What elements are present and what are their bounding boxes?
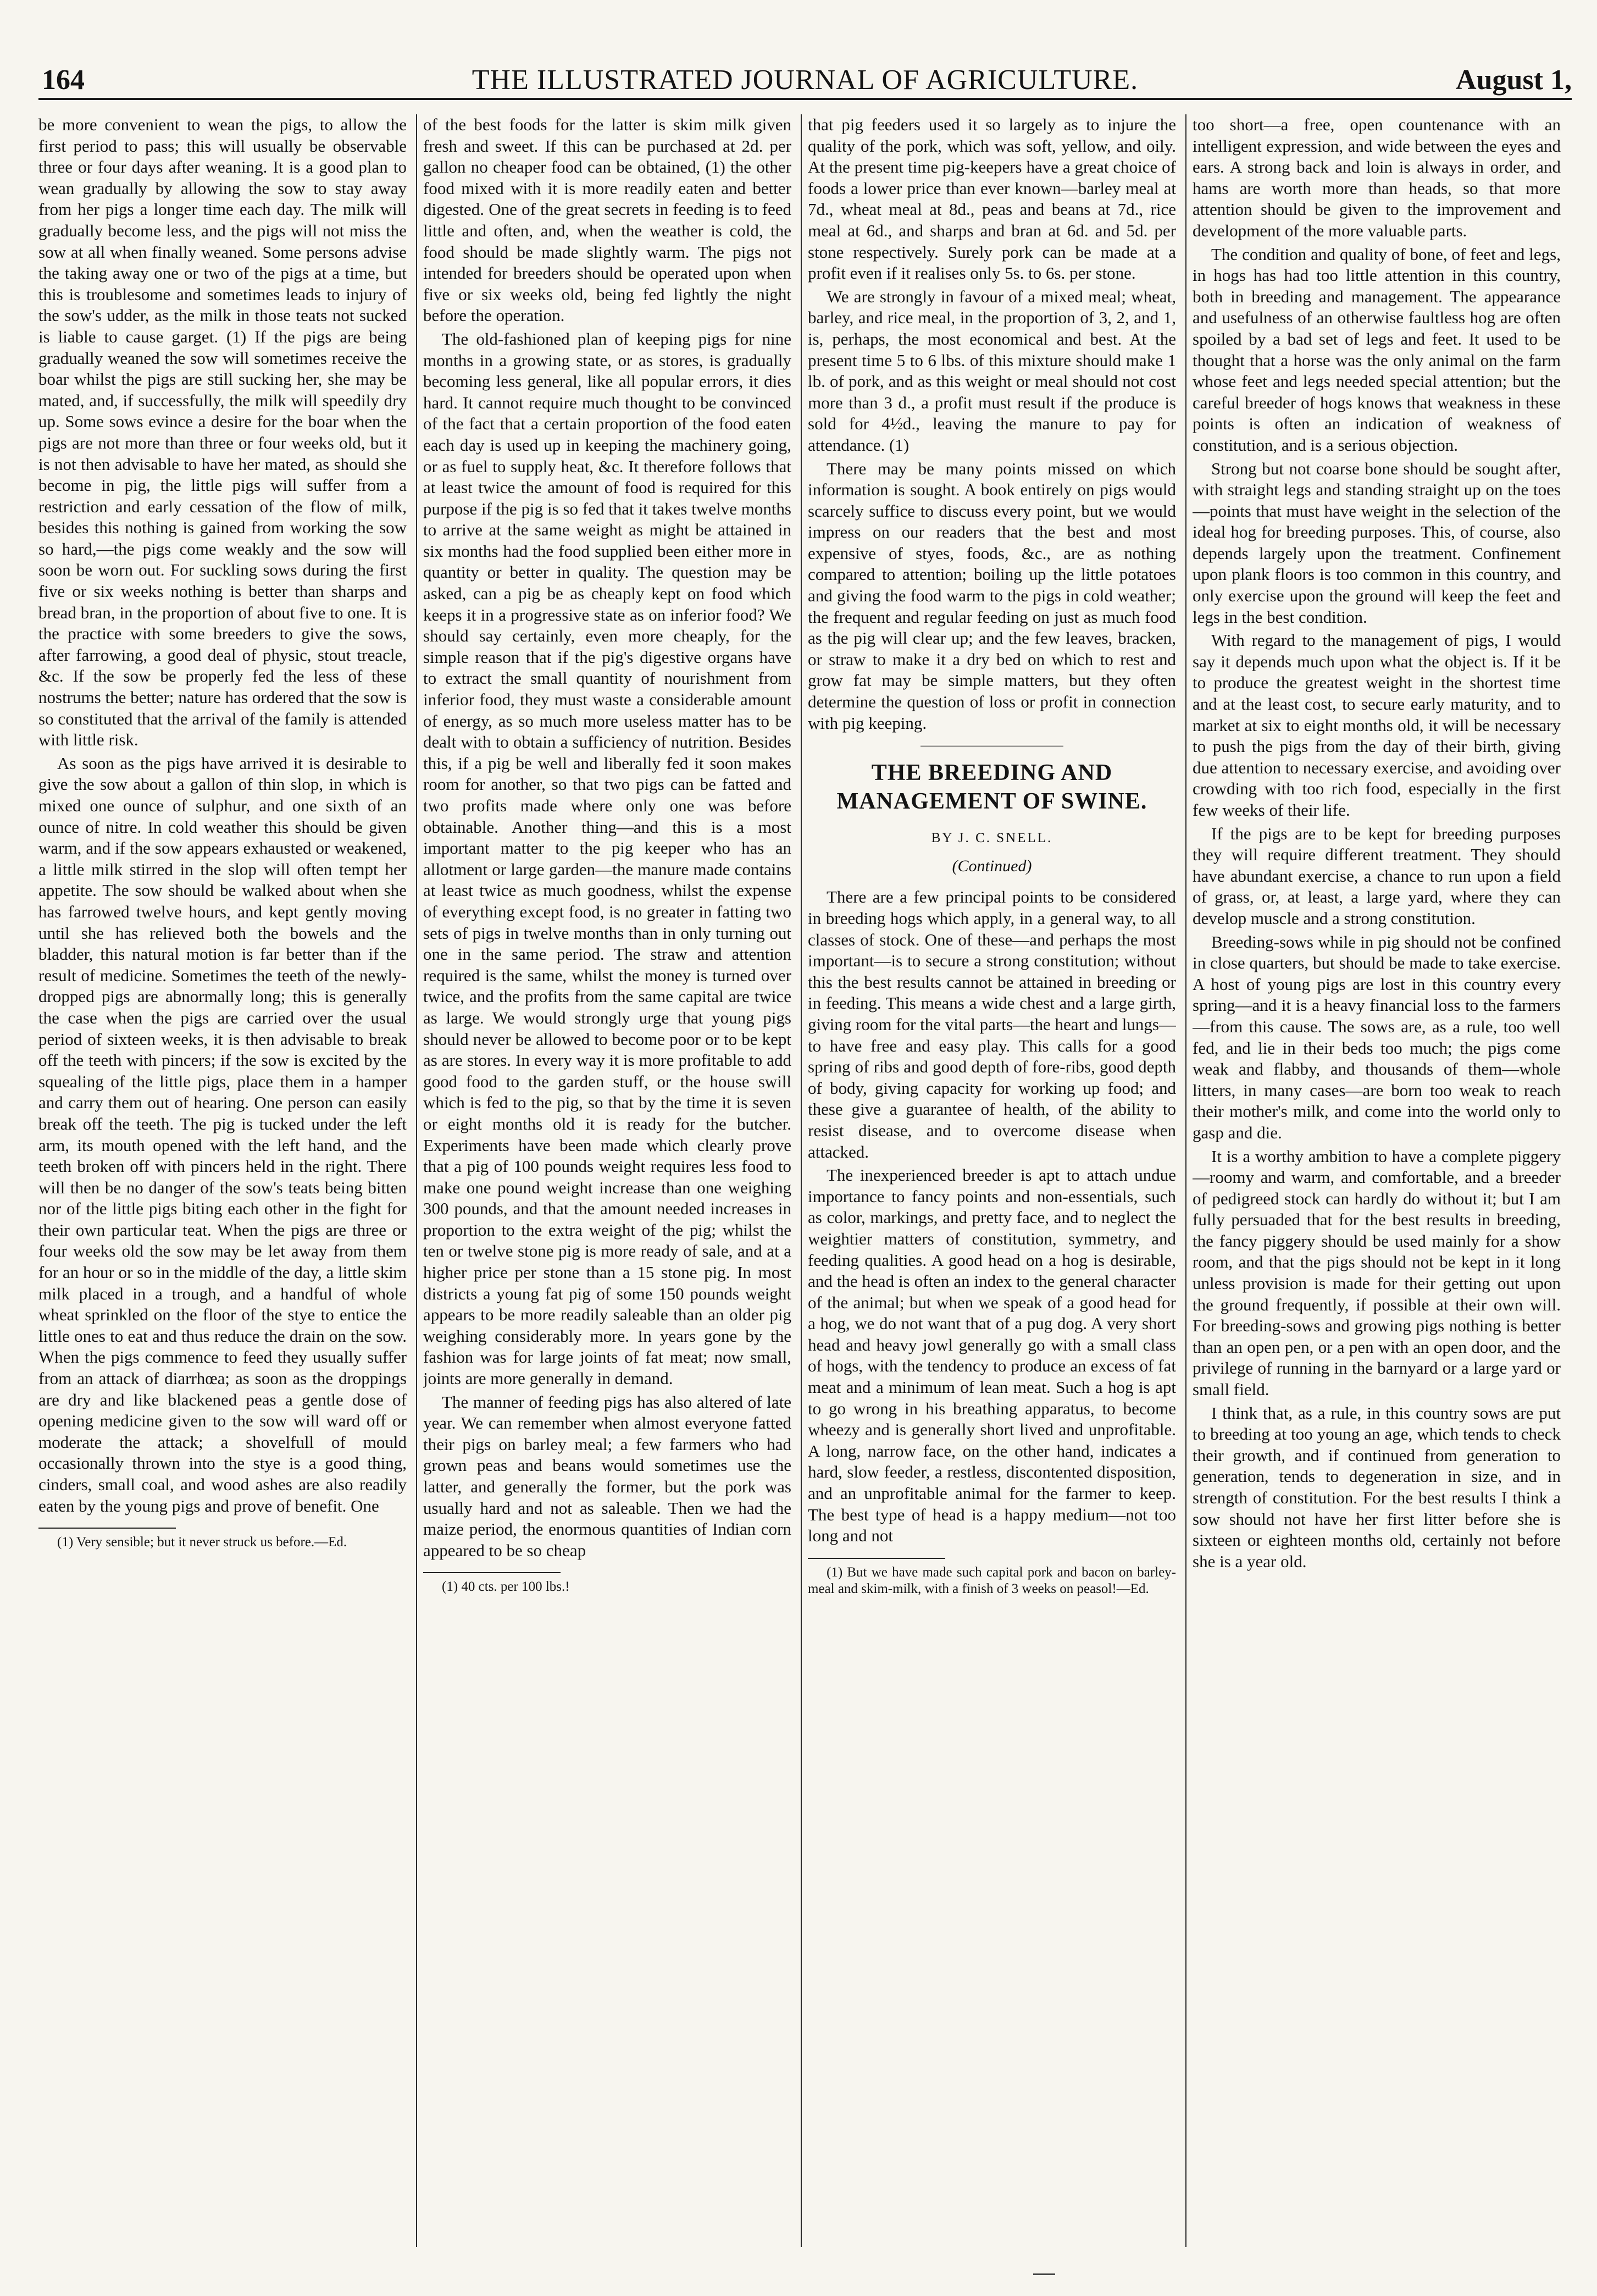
footnote: (1) 40 cts. per 100 lbs.!	[442, 1579, 570, 1595]
paragraph: The condition and quality of bone, of feet and legs, in hogs has had too little attention in this country, both in breeding and management. The appearance and usefulness of an otherwise faultless hog are often spoiled by a bad set of legs and feet. It used to be thought that a horse was the only animal on the farm whose feet and legs needed special attention; but the careful breeder of hogs knows that weakness in these points is often an indication of weakness of constitution, and is a serious objection.	[1193, 244, 1561, 455]
paragraph: We are strongly in favour of a mixed meal; wheat, barley, and rice meal, in the proportion of 3, 2, and 1, is, perhaps, the most economical and best. At the present time 5 to 6 lbs. of this mixture should make 1 lb. of pork, and as this weight or meal should not cost more than 3 d., a profit must result if the produce is sold for 4½d., leaving the manure to pay for attendance. (1)	[808, 286, 1176, 455]
footnote-rule	[38, 1528, 176, 1529]
issue-date: August 1,	[1456, 64, 1572, 96]
paragraph: that pig feeders used it so largely as to injure the quality of the pork, which was soft, yellow, and oily. At the present time pig-keepers have a great choice of foods a lower price than ever known—barley meal at 7d., wheat meal at 8d., peas and beans at 7d., rice meal at 6d., and sharps and bran at 6d. and 5d. per stone respectively. Surely pork can be made at a profit even if it realises only 5s. to 6s. per stone.	[808, 115, 1176, 283]
paragraph: Strong but not coarse bone should be sought after, with straight legs and standing straight up on the toes—points that must have weight in the selection of the ideal hog for breeding purposes. This, of course, also depends largely upon the treatment. Confinement upon plank floors is too common in this country, and only exercise upon the ground will keep the feet and legs in the best condition.	[1193, 458, 1561, 627]
journal-title: THE ILLUSTRATED JOURNAL OF AGRICULTURE.	[472, 64, 1139, 96]
paragraph: of the best foods for the latter is skim milk given fresh and sweet. If this can be purchased at 2d. per gallon no cheaper food can be obtained, (1) the other food mixed with it is more readily eaten and better digested. One of the great secrets in feeding is to feed little and often, and, when the weather is cold, the food should be made slightly warm. The pigs not intended for breeders should be operated upon when five or six weeks old, being fed lightly the night before the operation.	[423, 115, 791, 325]
article-headline: THE BREEDING AND MANAGEMENT OF SWINE.	[836, 760, 1147, 815]
paragraph: The old-fashioned plan of keeping pigs for nine months in a growing state, or as stores, is gradually becoming less general, like all popular errors, it dies hard. It cannot require much thought to be convinced of the fact that a certain proportion of the food eaten each day is used up in keeping the machinery going, or as fuel to supply heat, &c. It therefore follows that at least twice the amount of food is required for this purpose if the pig is so fed that it takes twelve months to arrive at the same weight as might be attained in six months had the food supplied been either more in quantity or better in quality. The question may be asked, can a pig be as cheaply kept on food which keeps it in a progressive state as on inferior food? We should say certainly, even more cheaply, for the simple reason that if the pig's digestive organs have to extract the small quantity of nourishment from inferior food, they must waste a considerable amount of energy, as so much more useless matter has to be dealt with to obtain a sufficiency of nutrition. Besides this, if a pig be well and liberally fed it soon makes room for another, so that two pigs can be fatted and two profits made where only one was before obtainable. Another thing—and this is a most important matter to the pig keeper who has an allotment or large garden—the manure made contains at least twice as much goodness, whilst the expense of everything except food, is no greater in fatting two sets of pigs in twelve months than in only turning out one in the same period. The straw and attention required is the same, whilst the money is turned over twice, and the profits from the same capital are twice as large. We would strongly urge that young pigs should never be allowed to become poor or to be kept as are stores. In every way it is more profitable to add good food to the garden stuff, or the house swill which is fed to the pig, so that by the time it is seven or eight months old it is ready for the butcher. Experiments have been made which clearly prove that a pig of 100 pounds weight requires less food to make one pound weight increase than one weighing 300 pounds, and that the amount needed increases in proportion to the extra weight of the pig; whilst the ten or twelve stone pig is more ready of sale, and at a higher price per stone than a 15 stone pig. In most districts a young fat pig of some 150 pounds weight appears to be more readily saleable than an older pig weighing considerably more. In years gone by the fashion was for large joints of fat meat; now small, joints are more generally in demand.	[423, 329, 791, 1388]
paragraph: There are a few principal points to be considered in breeding hogs which apply, in a general way, to all classes of stock. One of these—and perhaps the most important—is to secure a strong constitution; without this the best results cannot be attained in breeding or in feeding. This means a wide chest and a large girth, giving room for the vital parts—the heart and lungs—to have free and easy play. This calls for a good spring of ribs and good depth of fore-ribs, good depth of body, giving capacity for working up food; and these give a guarantee of health, of the ability to resist disease, and to overcome disease when attacked.	[808, 887, 1176, 1161]
paragraph: There may be many points missed on which information is sought. A book entirely on pigs would scarcely suffice to discuss every point, but we would impress on our readers that the best and most expensive of styes, foods, &c., are as nothing compared to attention; boiling up the little potatoes and giving the food warm to the pigs in cold weather; the frequent and regular feeding on just as much food as the pig will clear up; and the few leaves, bracken, or straw to make it a dry bed on which to rest and grow fat may be simple matters, but they often determine the question of loss or profit in connection with pig keeping.	[808, 458, 1176, 733]
column-1	[38, 114, 407, 2247]
continued-label: (Continued)	[952, 856, 1032, 875]
header-rule	[38, 98, 1572, 100]
page-header	[38, 60, 1572, 99]
footnote: (1) But we have made such capital pork and bacon on barley-meal and skim-milk, with a finish of 3 weeks on peasol!—Ed.	[808, 1564, 1176, 1596]
paragraph: The manner of feeding pigs has also altered of late year. We can remember when almost everyone fatted their pigs on barley meal; a few farmers who had grown peas and beans would sometimes use the latter, and generally the former, but the pork was usually hard and not as saleable. Then we had the maize period, the enormous quantities of Indian corn appeared to be so cheap	[423, 1392, 791, 1560]
section-separator	[921, 745, 1063, 746]
paragraph: As soon as the pigs have arrived it is desirable to give the sow about a gallon of thin slop, in which is mixed one ounce of sulphur, and one sixth of an ounce of nitre. In cold weather this should be given warm, and if the sow appears exhausted or weakened, a little milk stirred in the slop will often tempt her appetite. The sow should be walked about when she has farrowed twelve hours, and kept gently moving until she has relieved both the bowels and the bladder, this natural motion is far better than if the result of medicine. Sometimes the teeth of the newly-dropped pigs are abnormally long; this is generally the case when the pigs are carried over the usual period of sixteen weeks, it is then advisable to break off the teeth with pincers; if the sow is excited by the squealing of the little pigs, place them in a hamper and carry them out of hearing. One person can easily break off the teeth. The pig is tucked under the left arm, its mouth opened with the left hand, and the teeth broken off with pincers held in the right. There will then be no danger of the sow's teats being bitten nor of the little pigs biting each other in the fight for their own particular teat. When the pigs are three or four weeks old the sow may be let away from them for an hour or so in the middle of the day, a little skim milk placed in a trough, and a handful of whole wheat sprinkled on the floor of the stye to entice the little ones to eat and thus reduce the drain on the sow. When the pigs commence to feed they usually suffer from an attack of diarrhœa; as soon as the droppings are dry and like blackened peas a gentle dose of opening medicine given to the sow will ward off or moderate the attack; a shovelfull of mould occasionally thrown into the stye is a good thing, cinders, small coal, and wood ashes are also readily eaten by the young pigs and prove of benefit. One	[38, 753, 407, 1515]
paragraph: If the pigs are to be kept for breeding purposes they will require different treatment. They should have abundant exercise, a chance to run upon a field of grass, or, at least, a large yard, where they can develop muscle and a strong constitution.	[1193, 823, 1561, 928]
paragraph: Breeding-sows while in pig should not be confined in close quarters, but should be made to take exercise. A host of young pigs are lost in this country every spring—and it is a heavy financial loss to the farmers—from this cause. The sows are, as a rule, too well fed, and lie in their beds too much; the pigs come weak and flabby, and thousands of them—whole litters, in many cases—are born too weak to reach their mother's milk, and come into the world only to gasp and die.	[1193, 932, 1561, 1142]
column-3	[808, 114, 1176, 2247]
article-byline: BY J. C. SNELL.	[931, 831, 1053, 846]
paragraph: be more convenient to wean the pigs, to allow the first period to pass; this will usually be observable three or four days after weaning. It is a good plan to wean gradually by allowing the sow to stay away from her pigs a longer time each day. The milk will gradually become less, and the pigs will not miss the sow at all when finally weaned. Some persons advise the taking away one or two of the pigs at a time, but this is troublesome and sometimes leads to injury of the sow's udder, as the milk in those teats not sucked is liable to cause garget. (1) If the pigs are being gradually weaned the sow will sometimes receive the boar whilst the pigs are still sucking her, she may be mated, and, if successfully, the milk will speedily dry up. Some sows evince a desire for the boar when the pigs are not more than three or four weeks old, but it is not then advisable to have her mated, as should she become in pig, the little pigs will suffer from a restriction and early cessation of the flow of milk, besides this nothing is gained from working the sow so hard,—the pigs come weakly and the sow will soon be worn out. For suckling sows during the first five or six weeks nothing is better than sharps and bread bran, in the proportion of about five to one. It is the practice with some breeders to give the sows, after farrowing, a good deal of physic, stout treacle, &c. If the sow be properly fed the less of these nostrums the better; nature has ordered that the sow is so constituted that the arrival of the family is attended with little risk.	[38, 115, 407, 750]
paragraph: It is a worthy ambition to have a complete piggery—roomy and warm, and comfortable, and a breeder of pedigreed stock can hardly do without it; but I am fully persuaded that for the best results in breeding, the fancy piggery should be used mainly for a show room, and that the pigs should not be kept in it long unless provision is made for their getting out upon the ground frequently, if possible at their own will. For breeding-sows and growing pigs nothing is better than an open pen, or a pen with an open door, and the privilege of running in the barnyard or a large yard or small field.	[1193, 1146, 1561, 1399]
column-rule	[416, 114, 417, 2247]
paragraph: I think that, as a rule, in this country sows are put to breeding at too young an age, which tends to check their growth, and if continued from generation to generation, tends to degeneration in size, and in strength of constitution. For the best results I think a sow should not have her first litter before she is sixteen or eighteen months old, certainly not before she is a year old.	[1193, 1403, 1561, 1571]
footnote-rule	[808, 1558, 945, 1559]
printer-mark	[1033, 2273, 1055, 2275]
column-2	[423, 114, 791, 2247]
paragraph: With regard to the management of pigs, I would say it depends much upon what the object is. If it be to produce the greatest weight in the shortest time and at the least cost, to secure early maturity, and to market at six to eight months old, it will be necessary to push the pigs from the day of their birth, giving due attention to necessary exercise, and avoiding over crowding with too rich food, especially in the first few weeks of their life.	[1193, 630, 1561, 820]
paragraph: too short—a free, open countenance with an intelligent expression, and wide between the eyes and ears. A strong back and loin is always in order, and hams are worth more than heads, so that more attention should be given to the improvement and development of the more valuable parts.	[1193, 115, 1561, 240]
footnote-rule	[423, 1572, 561, 1573]
column-rule	[801, 114, 802, 2247]
page-number: 164	[42, 64, 85, 96]
column-4	[1193, 114, 1561, 2247]
paragraph: The inexperienced breeder is apt to attach undue importance to fancy points and non-essentials, such as color, markings, and pretty face, and to neglect the weightier matters of constitution, symmetry, and feeding qualities. A good head on a hog is desirable, and the head is often an index to the general character of the animal; but when we speak of a good head for a hog, we do not want that of a pug dog. A very short head and heavy jowl generally go with a small class of hogs, with the tendency to produce an excess of fat meat and a minimum of lean meat. Such a hog is apt to go wrong in his breathing apparatus, to become wheezy and is generally short lived and unprofitable. A long, narrow face, on the other hand, indicates a hard, slow feeder, a restless, discontented disposition, and an unprofitable animal for the farmer to keep. The best type of head is a happy medium—not too long and not	[808, 1165, 1176, 1546]
column-rule	[1185, 114, 1186, 2247]
footnote: (1) Very sensible; but it never struck us before.—Ed.	[57, 1535, 347, 1550]
